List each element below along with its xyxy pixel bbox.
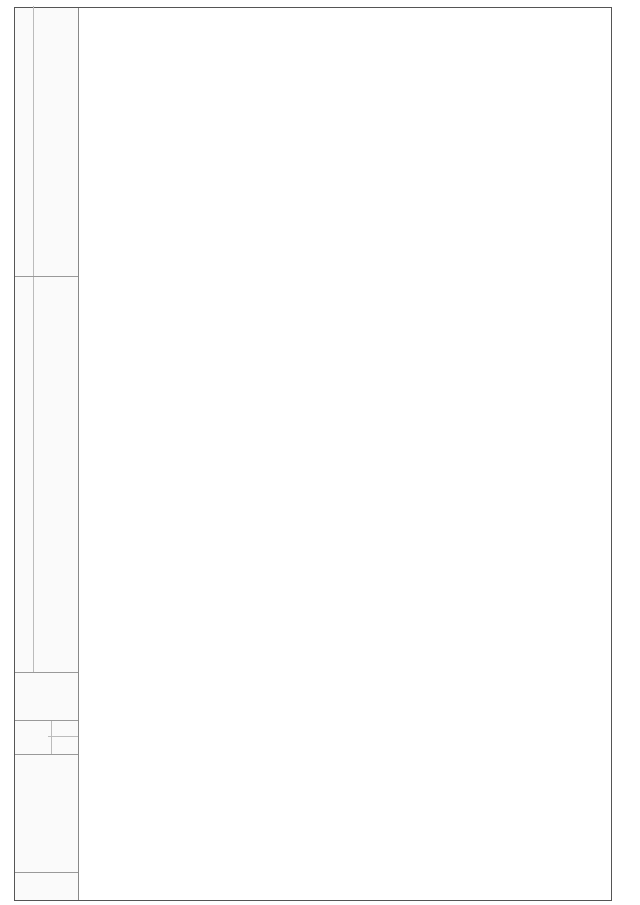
header-indicator-columns [30,6,78,276]
header-funding [15,276,78,672]
header-executor [15,672,78,720]
header-term-end [48,720,78,737]
header-term [15,720,78,754]
table-header [15,8,79,900]
header-name [15,754,78,872]
program-table [14,7,612,901]
header-term-start [48,735,50,754]
header-indicators [15,6,78,276]
header-funding-columns [30,277,78,672]
header-term-title [15,721,52,754]
header-number [15,872,78,900]
